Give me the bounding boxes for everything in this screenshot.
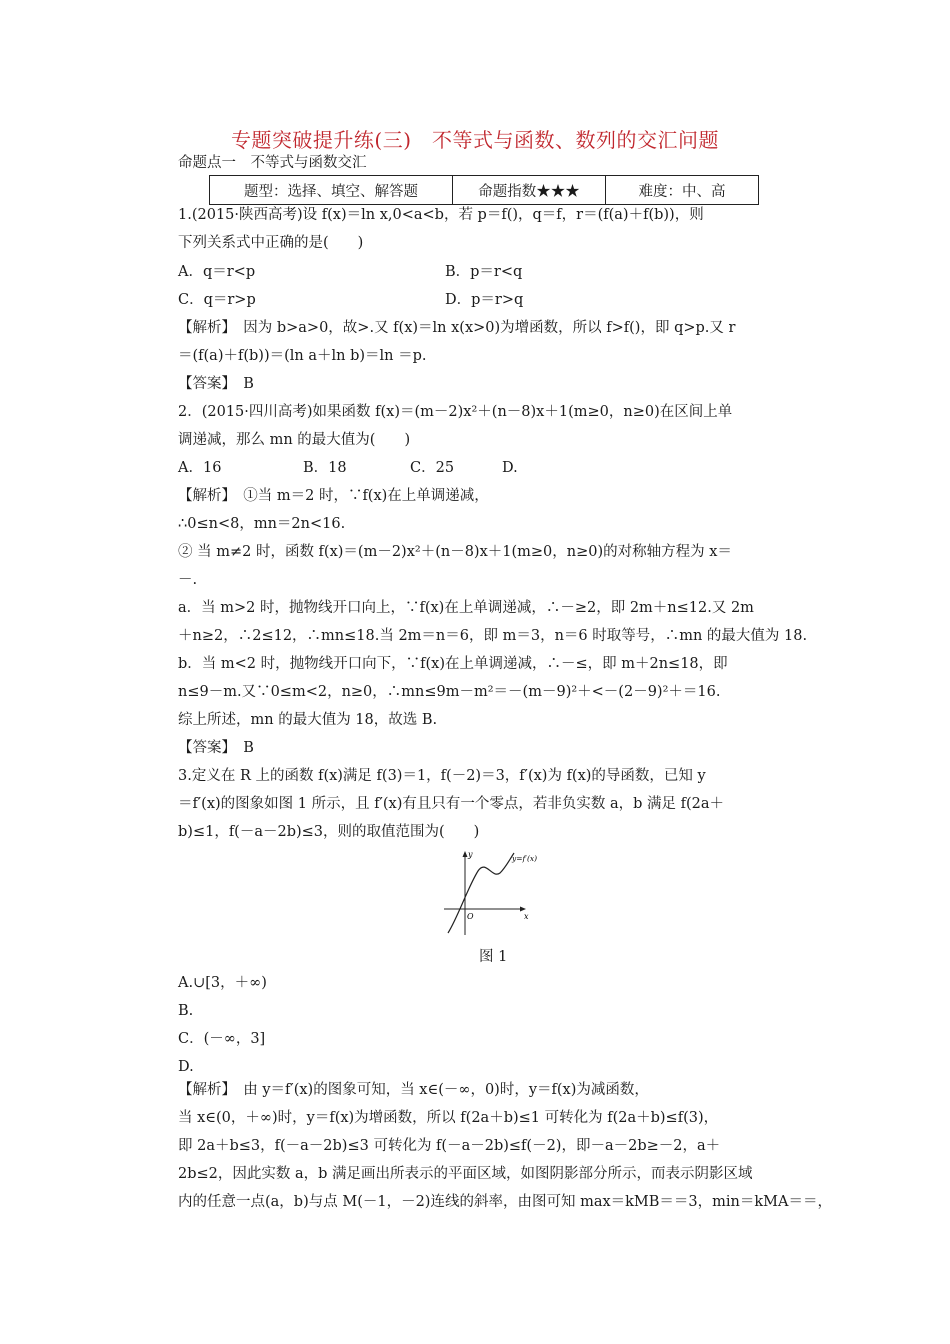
q3-option-d: D.	[178, 1059, 194, 1075]
q1-option-c: C．q＝r>p	[178, 292, 256, 308]
q3-stem-line1: 3.定义在 R 上的函数 f(x)满足 f(3)＝1，f(－2)＝3，f′(x)为 f(x)的导函数，已知 y	[178, 768, 706, 784]
section-title: 命题点一 不等式与函数交汇	[178, 155, 367, 171]
q1-answer: 【答案】 B	[178, 376, 254, 392]
q3-analysis-line1: 【解析】 由 y＝f′(x)的图象可知，当 x∈(－∞，0)时，y＝f(x)为减函数，	[178, 1082, 649, 1098]
q2-analysis-line7: b．当 m<2 时，抛物线开口向下，∵f(x)在上单调递减，∴－≤，即 m＋2n≤18，即	[178, 656, 728, 672]
x-axis-arrow	[520, 907, 526, 912]
q2-option-b: B．18	[303, 460, 347, 476]
q1-analysis-line1: 【解析】 因为 b>a>0，故>.又 f(x)＝ln x(x>0)为增函数，所以 f>f()，即 q>p.又 r	[178, 320, 736, 336]
y-axis-label: y	[468, 850, 473, 859]
q2-analysis-line2: ∴0≤n<8，mn＝2n<16.	[178, 516, 346, 532]
figure-caption: 图 1	[479, 949, 508, 965]
q3-option-b: B.	[178, 1003, 194, 1019]
info-table	[209, 175, 759, 205]
y-axis-arrow	[463, 851, 468, 857]
q2-analysis-line3: ② 当 m≠2 时，函数 f(x)＝(m－2)x²＋(n－8)x＋1(m≥0，n≥0)的对称轴方程为 x＝	[178, 544, 732, 560]
curve-label: y=f′(x)	[512, 854, 538, 863]
q1-option-b: B．p＝r<q	[445, 264, 523, 280]
derivative-curve	[448, 853, 514, 933]
q3-option-c: C．(－∞，3]	[178, 1031, 266, 1047]
difficulty-cell: 难度：中、高	[606, 176, 759, 205]
x-axis-label: x	[524, 912, 529, 921]
q2-option-a: A．16	[178, 460, 222, 476]
q2-analysis-line4: －.	[178, 572, 198, 588]
q3-stem-line3: b)≤1，f(－a－2b)≤3，则的取值范围为( )	[178, 824, 480, 840]
q2-stem-line1: 2．(2015·四川高考)如果函数 f(x)＝(m－2)x²＋(n－8)x＋1(m≥0，n≥0)在区间上单	[178, 404, 733, 420]
q1-stem-line2: 下列关系式中正确的是( )	[178, 235, 364, 251]
q3-analysis-line5: 内的任意一点(a，b)与点 M(－1，－2)连线的斜率，由图可知 max＝kMB＝＝3，min＝kMA＝＝，	[178, 1194, 832, 1210]
q3-stem-line2: ＝f′(x)的图象如图 1 所示，且 f′(x)有且只有一个零点，若非负实数 a，b 满足 f(2a＋	[178, 796, 724, 812]
q3-option-a: A.∪[3，＋∞)	[178, 975, 267, 991]
q2-analysis-line9: 综上所述，mn 的最大值为 18，故选 B.	[178, 712, 438, 728]
q1-option-d: D．p＝r>q	[445, 292, 524, 308]
index-cell: 命题指数★★★	[453, 176, 606, 205]
q2-option-c: C．25	[410, 460, 455, 476]
page-title: 专题突破提升练(三) 不等式与函数、数列的交汇问题	[230, 128, 720, 152]
q1-stem-line1: 1.(2015·陕西高考)设 f(x)＝ln x,0<a<b，若 p＝f()，q＝f，r＝(f(a)＋f(b))，则	[178, 207, 704, 223]
q3-analysis-line4: 2b≤2，因此实数 a，b 满足画出所表示的平面区域，如图阴影部分所示，而表示阴影区域	[178, 1166, 753, 1182]
q1-option-a: A．q＝r<p	[178, 264, 256, 280]
q2-stem-line2: 调递减，那么 mn 的最大值为( )	[178, 432, 411, 448]
q2-analysis-line8: n≤9－m.又∵0≤m<2，n≥0，∴mn≤9m－m²＝－(m－9)²＋<－(2－9)²＋＝16.	[178, 684, 721, 700]
origin-label: O	[467, 912, 474, 921]
q2-option-d: D.	[502, 460, 518, 476]
q2-analysis-line5: a．当 m>2 时，抛物线开口向上，∵f(x)在上单调递减，∴－≥2，即 2m＋n≤12.又 2m	[178, 600, 754, 616]
q3-analysis-line3: 即 2a＋b≤3，f(－a－2b)≤3 可转化为 f(－a－2b)≤f(－2)，即－a－2b≥－2，a＋	[178, 1138, 721, 1154]
question-type-cell: 题型：选择、填空、解答题	[210, 176, 453, 205]
q2-answer: 【答案】 B	[178, 740, 254, 756]
derivative-graph-figure	[440, 847, 540, 937]
q3-analysis-line2: 当 x∈(0，＋∞)时，y＝f(x)为增函数，所以 f(2a＋b)≤1 可转化为 f(2a＋b)≤f(3)，	[178, 1110, 719, 1126]
q2-analysis-line6: ＋n≥2，∴2≤12，∴mn≤18.当 2m＝n＝6，即 m＝3，n＝6 时取等号，∴mn 的最大值为 18.	[178, 628, 808, 644]
q1-analysis-line2: ＝(f(a)＋f(b))＝(ln a＋ln b)＝ln ＝p.	[178, 348, 427, 364]
q2-analysis-line1: 【解析】 ①当 m＝2 时，∵f(x)在上单调递减，	[178, 488, 489, 504]
